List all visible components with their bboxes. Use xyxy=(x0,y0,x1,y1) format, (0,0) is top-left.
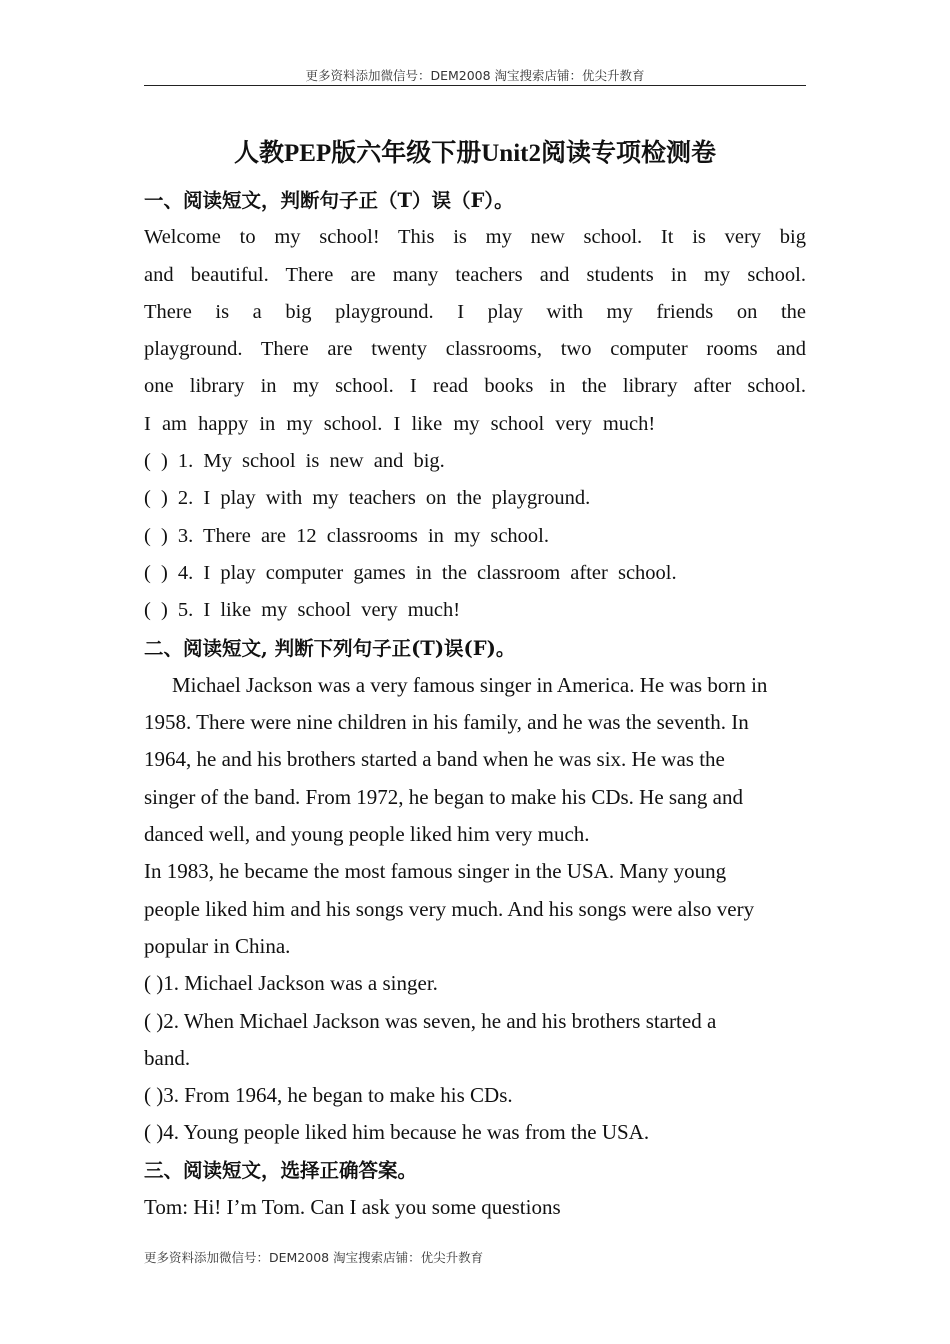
section-1-heading: 一、阅读短文，判断句子正（T）误（F）。 xyxy=(144,189,514,212)
passage-2-line: 1958. There were nine children in his family, and he was the seventh. In xyxy=(144,710,749,735)
header-divider xyxy=(144,85,806,86)
passage-2-line: Michael Jackson was a very famous singer in America. He was born in xyxy=(172,672,768,697)
question-item: ( ) 1. My school is new and big. xyxy=(144,450,445,473)
passage-1-line: playground. There are twenty classrooms, two computer rooms and xyxy=(144,338,806,361)
page-title: 人教PEP版六年级下册Unit2阅读专项检测卷 xyxy=(234,140,716,167)
passage-2-line: popular in China. xyxy=(144,933,291,958)
page-header: 更多资料添加微信号：DEM2008 淘宝搜索店铺：优尖升教育 xyxy=(305,68,645,83)
passage-1-line: one library in my school. I read books in the library after school. xyxy=(144,375,806,398)
question-item: ( )3. From 1964, he began to make his CDs. xyxy=(144,1083,513,1108)
question-item: ( )4. Young people liked him because he was from the USA. xyxy=(144,1120,650,1145)
section-3-heading: 三、阅读短文，选择正确答案。 xyxy=(144,1158,418,1182)
question-item: ( ) 4. I play computer games in the classroom after school. xyxy=(144,561,677,584)
passage-1-line: and beautiful. There are many teachers and students in my school. xyxy=(144,263,806,286)
question-item: ( ) 2. I play with my teachers on the playground. xyxy=(144,487,591,510)
question-item: ( ) 3. There are 12 classrooms in my school. xyxy=(144,524,549,547)
passage-2-line: In 1983, he became the most famous singer in the USA. Many young xyxy=(144,859,727,884)
document-body xyxy=(144,182,806,1226)
passage-2-line: danced well, and young people liked him very much. xyxy=(144,822,590,847)
question-item: ( )1. Michael Jackson was a singer. xyxy=(144,971,438,996)
question-item: ( ) 5. I like my school very much! xyxy=(144,599,461,622)
passage-2-line: people liked him and his songs very much. And his songs were also very xyxy=(144,896,755,921)
question-item-continuation: band. xyxy=(144,1045,191,1070)
section-2-heading: 二、阅读短文, 判断下列句子正(T)误(F)。 xyxy=(144,636,516,660)
page-footer: 更多资料添加微信号：DEM2008 淘宝搜索店铺：优尖升教育 xyxy=(144,1250,484,1265)
dialogue-line: Tom: Hi! I’m Tom. Can I ask you some questions xyxy=(144,1195,561,1220)
passage-1-line: There is a big playground. I play with my friends on the xyxy=(144,300,806,323)
passage-2-line: singer of the band. From 1972, he began to make his CDs. He sang and xyxy=(144,784,743,809)
passage-2-line: 1964, he and his brothers started a band when he was six. He was the xyxy=(144,747,725,772)
passage-1-line: Welcome to my school! This is my new school. It is very big xyxy=(144,226,806,249)
question-item: ( )2. When Michael Jackson was seven, he and his brothers started a xyxy=(144,1008,717,1033)
passage-1-line: I am happy in my school. I like my school very much! xyxy=(144,412,656,435)
